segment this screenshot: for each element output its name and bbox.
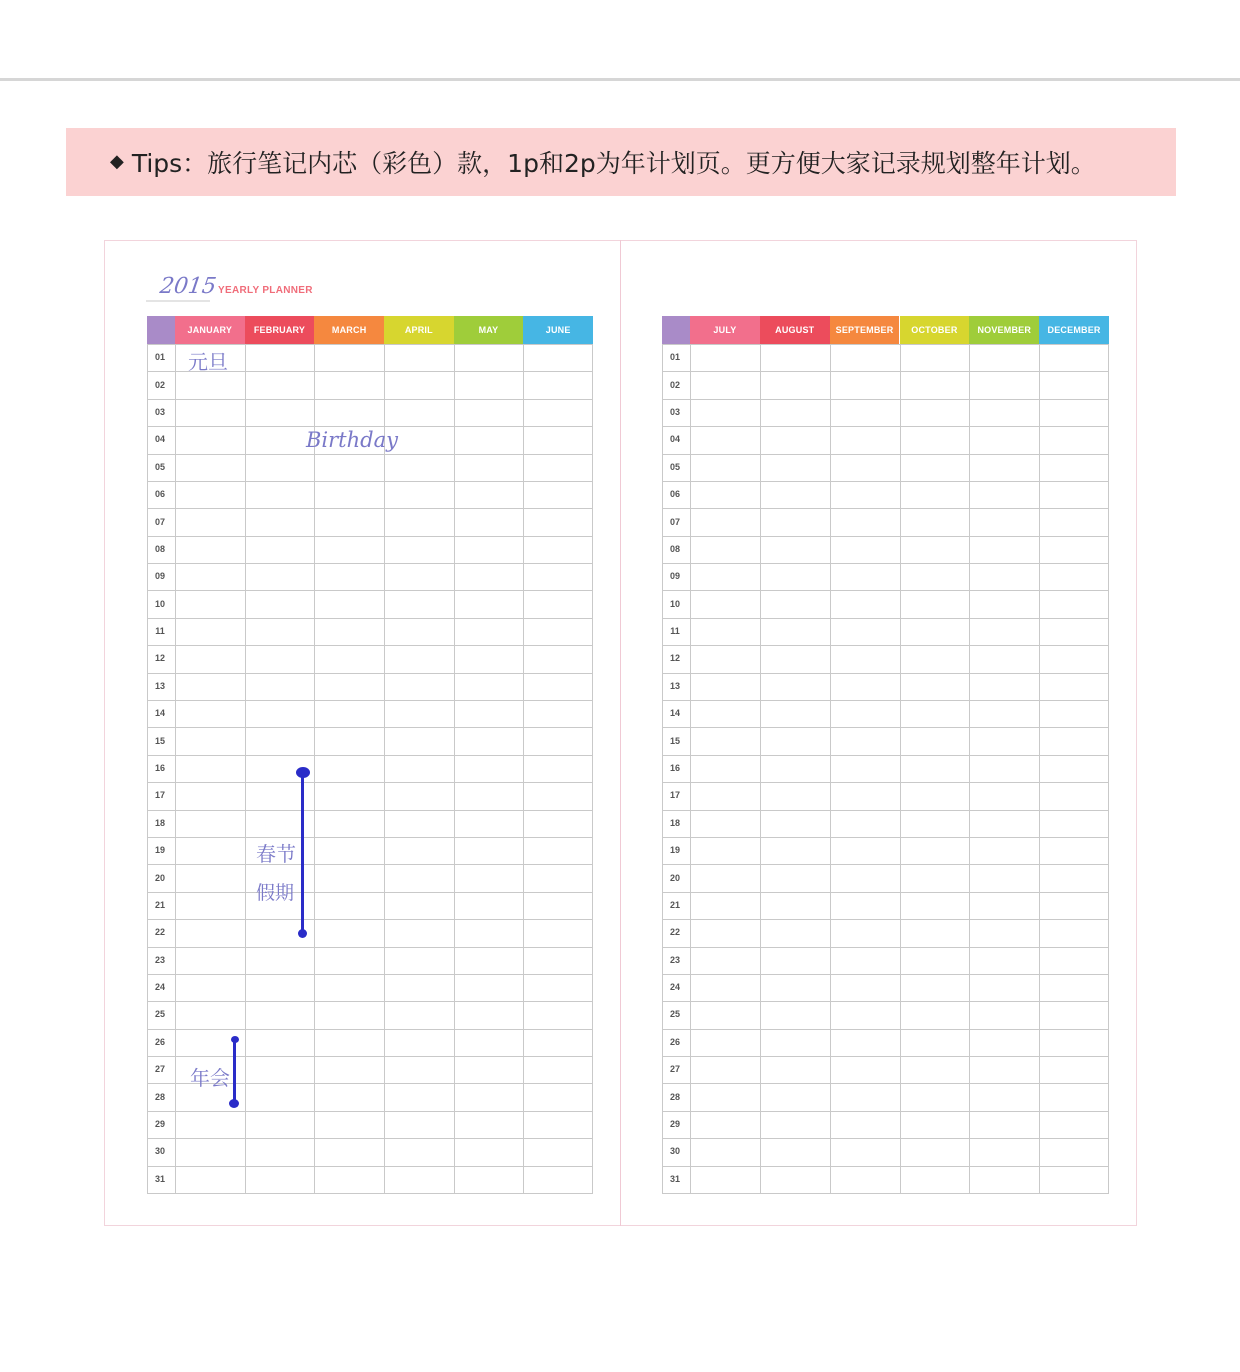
day-number: 21 <box>154 899 165 910</box>
row-divider <box>147 1166 593 1167</box>
row-divider <box>662 371 1109 372</box>
day-number: 20 <box>154 872 165 883</box>
day-number: 05 <box>669 461 680 472</box>
month-header-june: JUNE <box>523 316 593 344</box>
day-number: 25 <box>669 1009 680 1020</box>
column-divider <box>830 344 831 1193</box>
day-number: 24 <box>154 982 165 993</box>
row-divider <box>147 1193 593 1194</box>
row-divider <box>147 892 593 893</box>
day-number: 23 <box>669 954 680 965</box>
day-number: 18 <box>669 817 680 828</box>
column-divider <box>454 344 455 1193</box>
day-number: 03 <box>669 406 680 417</box>
day-number: 30 <box>154 1146 165 1157</box>
day-number: 22 <box>154 927 165 938</box>
row-divider <box>147 755 593 756</box>
month-header-november: NOVEMBER <box>969 316 1039 344</box>
day-number: 08 <box>669 543 680 554</box>
day-number: 10 <box>154 598 165 609</box>
day-number: 04 <box>669 434 680 445</box>
day-number: 14 <box>669 708 680 719</box>
row-divider <box>147 1029 593 1030</box>
row-divider <box>662 892 1109 893</box>
month-header-february: FEBRUARY <box>245 316 315 344</box>
row-divider <box>662 700 1109 701</box>
column-divider <box>592 344 593 1193</box>
note-spring-festival: 春节 <box>256 842 296 866</box>
month-header-may: MAY <box>454 316 524 344</box>
day-number: 23 <box>154 954 165 965</box>
row-divider <box>662 864 1109 865</box>
column-divider <box>1108 344 1109 1193</box>
day-number: 28 <box>154 1091 165 1102</box>
month-header-october: OCTOBER <box>900 316 970 344</box>
row-divider <box>147 673 593 674</box>
column-divider <box>314 344 315 1193</box>
month-header-december: DECEMBER <box>1039 316 1109 344</box>
row-divider <box>662 919 1109 920</box>
row-divider <box>662 782 1109 783</box>
month-header-march: MARCH <box>314 316 384 344</box>
day-number: 27 <box>669 1064 680 1075</box>
day-number: 29 <box>669 1119 680 1130</box>
day-number: 21 <box>669 899 680 910</box>
month-header-august: AUGUST <box>760 316 830 344</box>
row-divider <box>147 919 593 920</box>
day-number: 27 <box>154 1064 165 1075</box>
column-divider <box>175 344 176 1193</box>
row-divider <box>662 426 1109 427</box>
day-number: 04 <box>154 434 165 445</box>
day-number: 12 <box>669 653 680 664</box>
row-divider <box>147 536 593 537</box>
day-number: 09 <box>669 571 680 582</box>
day-number: 06 <box>154 489 165 500</box>
day-number: 11 <box>670 626 680 637</box>
range-end-dot <box>229 1099 239 1108</box>
day-number: 09 <box>154 571 165 582</box>
day-number: 17 <box>669 790 680 801</box>
spring-festival-range-bar <box>301 772 304 934</box>
column-divider <box>384 344 385 1193</box>
day-number: 08 <box>154 543 165 554</box>
row-divider <box>147 481 593 482</box>
handwritten-year: 2015 <box>158 274 218 299</box>
row-divider <box>147 590 593 591</box>
row-divider <box>662 1166 1109 1167</box>
row-divider <box>662 481 1109 482</box>
row-divider <box>662 810 1109 811</box>
day-number: 29 <box>154 1119 165 1130</box>
day-number: 07 <box>154 516 165 527</box>
notebook-spine <box>620 240 621 1226</box>
row-divider <box>147 727 593 728</box>
day-number: 26 <box>154 1036 165 1047</box>
day-number: 13 <box>154 680 165 691</box>
day-number: 22 <box>669 927 680 938</box>
day-number: 26 <box>669 1036 680 1047</box>
row-divider <box>662 673 1109 674</box>
day-number: 28 <box>669 1091 680 1102</box>
row-divider <box>662 1138 1109 1139</box>
row-divider <box>662 536 1109 537</box>
annual-meeting-range-bar <box>233 1039 236 1103</box>
row-divider <box>662 1001 1109 1002</box>
row-divider <box>147 864 593 865</box>
tips-text: Tips：旅行笔记内芯（彩色）款，1p和2p为年计划页。更方便大家记录规划整年计划。 <box>131 149 1096 178</box>
note-birthday: Birthday <box>306 428 398 452</box>
row-divider <box>662 837 1109 838</box>
column-divider <box>523 344 524 1193</box>
diamond-bullet-icon: ◆ <box>110 150 124 172</box>
day-number: 15 <box>154 735 165 746</box>
day-number: 31 <box>154 1173 165 1184</box>
row-divider <box>147 1111 593 1112</box>
month-header-january: JANUARY <box>175 316 245 344</box>
row-divider <box>147 974 593 975</box>
day-number: 07 <box>669 516 680 527</box>
day-number: 02 <box>669 379 680 390</box>
row-divider <box>662 1029 1109 1030</box>
month-header-april: APRIL <box>384 316 454 344</box>
row-divider <box>147 344 593 345</box>
day-number: 01 <box>154 352 165 363</box>
day-number: 20 <box>669 872 680 883</box>
row-divider <box>147 563 593 564</box>
row-divider <box>662 645 1109 646</box>
row-divider <box>147 782 593 783</box>
day-number: 10 <box>669 598 680 609</box>
row-divider <box>662 344 1109 345</box>
row-divider <box>662 1056 1109 1057</box>
day-number: 16 <box>154 763 165 773</box>
row-divider <box>662 454 1109 455</box>
row-divider <box>147 810 593 811</box>
row-divider <box>147 1056 593 1057</box>
day-number: 01 <box>669 352 680 363</box>
day-number: 19 <box>154 845 165 856</box>
row-divider <box>662 563 1109 564</box>
day-number: 17 <box>154 790 165 801</box>
row-divider <box>662 1193 1109 1194</box>
day-number: 16 <box>669 763 680 773</box>
day-number: 14 <box>154 708 165 719</box>
day-number: 25 <box>154 1009 165 1020</box>
day-number: 24 <box>669 982 680 993</box>
row-divider <box>147 645 593 646</box>
row-divider <box>662 974 1109 975</box>
top-divider <box>0 78 1240 81</box>
row-divider <box>147 1001 593 1002</box>
row-divider <box>147 837 593 838</box>
day-number: 18 <box>154 817 165 828</box>
row-divider <box>662 399 1109 400</box>
row-divider <box>662 727 1109 728</box>
day-number: 11 <box>155 626 165 637</box>
column-divider <box>900 344 901 1193</box>
day-number: 15 <box>669 735 680 746</box>
column-divider <box>245 344 246 1193</box>
row-divider <box>662 1083 1109 1084</box>
note-annual-meeting: 年会 <box>190 1066 230 1090</box>
column-divider <box>969 344 970 1193</box>
day-number: 19 <box>669 845 680 856</box>
column-divider <box>760 344 761 1193</box>
note-new-year: 元旦 <box>188 350 228 374</box>
day-number: 05 <box>154 461 165 472</box>
row-divider <box>662 618 1109 619</box>
day-number: 13 <box>669 680 680 691</box>
column-divider <box>690 344 691 1193</box>
header-corner <box>662 316 690 344</box>
row-divider <box>147 508 593 509</box>
row-divider <box>147 454 593 455</box>
row-divider <box>147 618 593 619</box>
day-number: 03 <box>154 406 165 417</box>
month-header-september: SEPTEMBER <box>830 316 900 344</box>
row-divider <box>662 590 1109 591</box>
row-divider <box>662 755 1109 756</box>
row-divider <box>662 947 1109 948</box>
day-number: 12 <box>154 653 165 664</box>
row-divider <box>662 508 1109 509</box>
column-divider <box>1039 344 1040 1193</box>
note-holiday: 假期 <box>256 882 295 904</box>
header-corner <box>147 316 175 344</box>
tips-banner <box>66 128 1176 196</box>
day-number: 31 <box>669 1173 680 1184</box>
day-number: 30 <box>669 1146 680 1157</box>
yearly-planner-title: YEARLY PLANNER <box>218 285 313 296</box>
row-divider <box>147 1138 593 1139</box>
row-divider <box>147 700 593 701</box>
row-divider <box>147 426 593 427</box>
month-header-july: JULY <box>690 316 760 344</box>
row-divider <box>662 1111 1109 1112</box>
range-end-dot <box>298 929 307 938</box>
row-divider <box>147 947 593 948</box>
planner-grid-jul-dec <box>662 316 1109 1193</box>
day-number: 02 <box>154 379 165 390</box>
row-divider <box>147 399 593 400</box>
day-number: 06 <box>669 489 680 500</box>
